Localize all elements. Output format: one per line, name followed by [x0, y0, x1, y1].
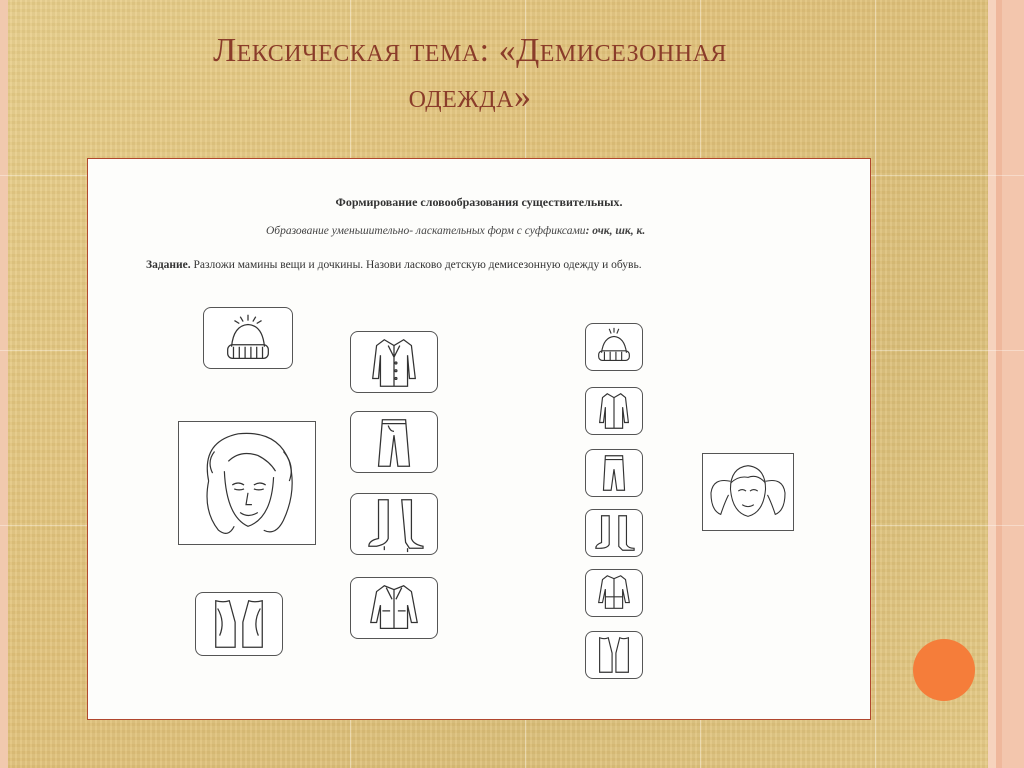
- subheading-suffixes: : очк, шк, к.: [585, 225, 646, 237]
- slide-title-line1: Лексическая тема: «Демисезонная: [213, 32, 727, 69]
- task-label: Задание.: [146, 259, 191, 271]
- slide-title-line2: одежда»: [408, 78, 532, 115]
- boots-icon: [350, 493, 438, 555]
- right-stripe-edge: [1002, 0, 1024, 768]
- vest-icon: [585, 631, 643, 679]
- coat-icon: [350, 331, 438, 393]
- jacket-icon: [585, 569, 643, 617]
- subheading-text: Образование уменьшительно- ласкательных форм с суффиксами: [266, 225, 586, 237]
- worksheet-subheading: [266, 225, 645, 237]
- grid-line: [875, 0, 876, 768]
- coat-icon: [585, 387, 643, 435]
- slide-title: [110, 28, 830, 120]
- task-text: Разложи мамины вещи и дочкины. Назови ласково детскую демисезонную одежду и обувь.: [190, 259, 642, 271]
- accent-circle: [913, 639, 975, 701]
- worksheet-heading: Формирование словообразования существительных.: [335, 195, 623, 209]
- mother-portrait: [178, 421, 316, 545]
- left-stripe: [0, 0, 8, 768]
- boots-icon: [585, 509, 643, 557]
- worksheet-image: [87, 158, 871, 720]
- trousers-icon: [350, 411, 438, 473]
- worksheet-task: [146, 259, 642, 271]
- girl-portrait: [702, 453, 794, 531]
- jacket-icon: [350, 577, 438, 639]
- hat-icon: [203, 307, 293, 369]
- right-stripe-light: [988, 0, 996, 768]
- hat-icon: [585, 323, 643, 371]
- trousers-icon: [585, 449, 643, 497]
- vest-icon: [195, 592, 283, 656]
